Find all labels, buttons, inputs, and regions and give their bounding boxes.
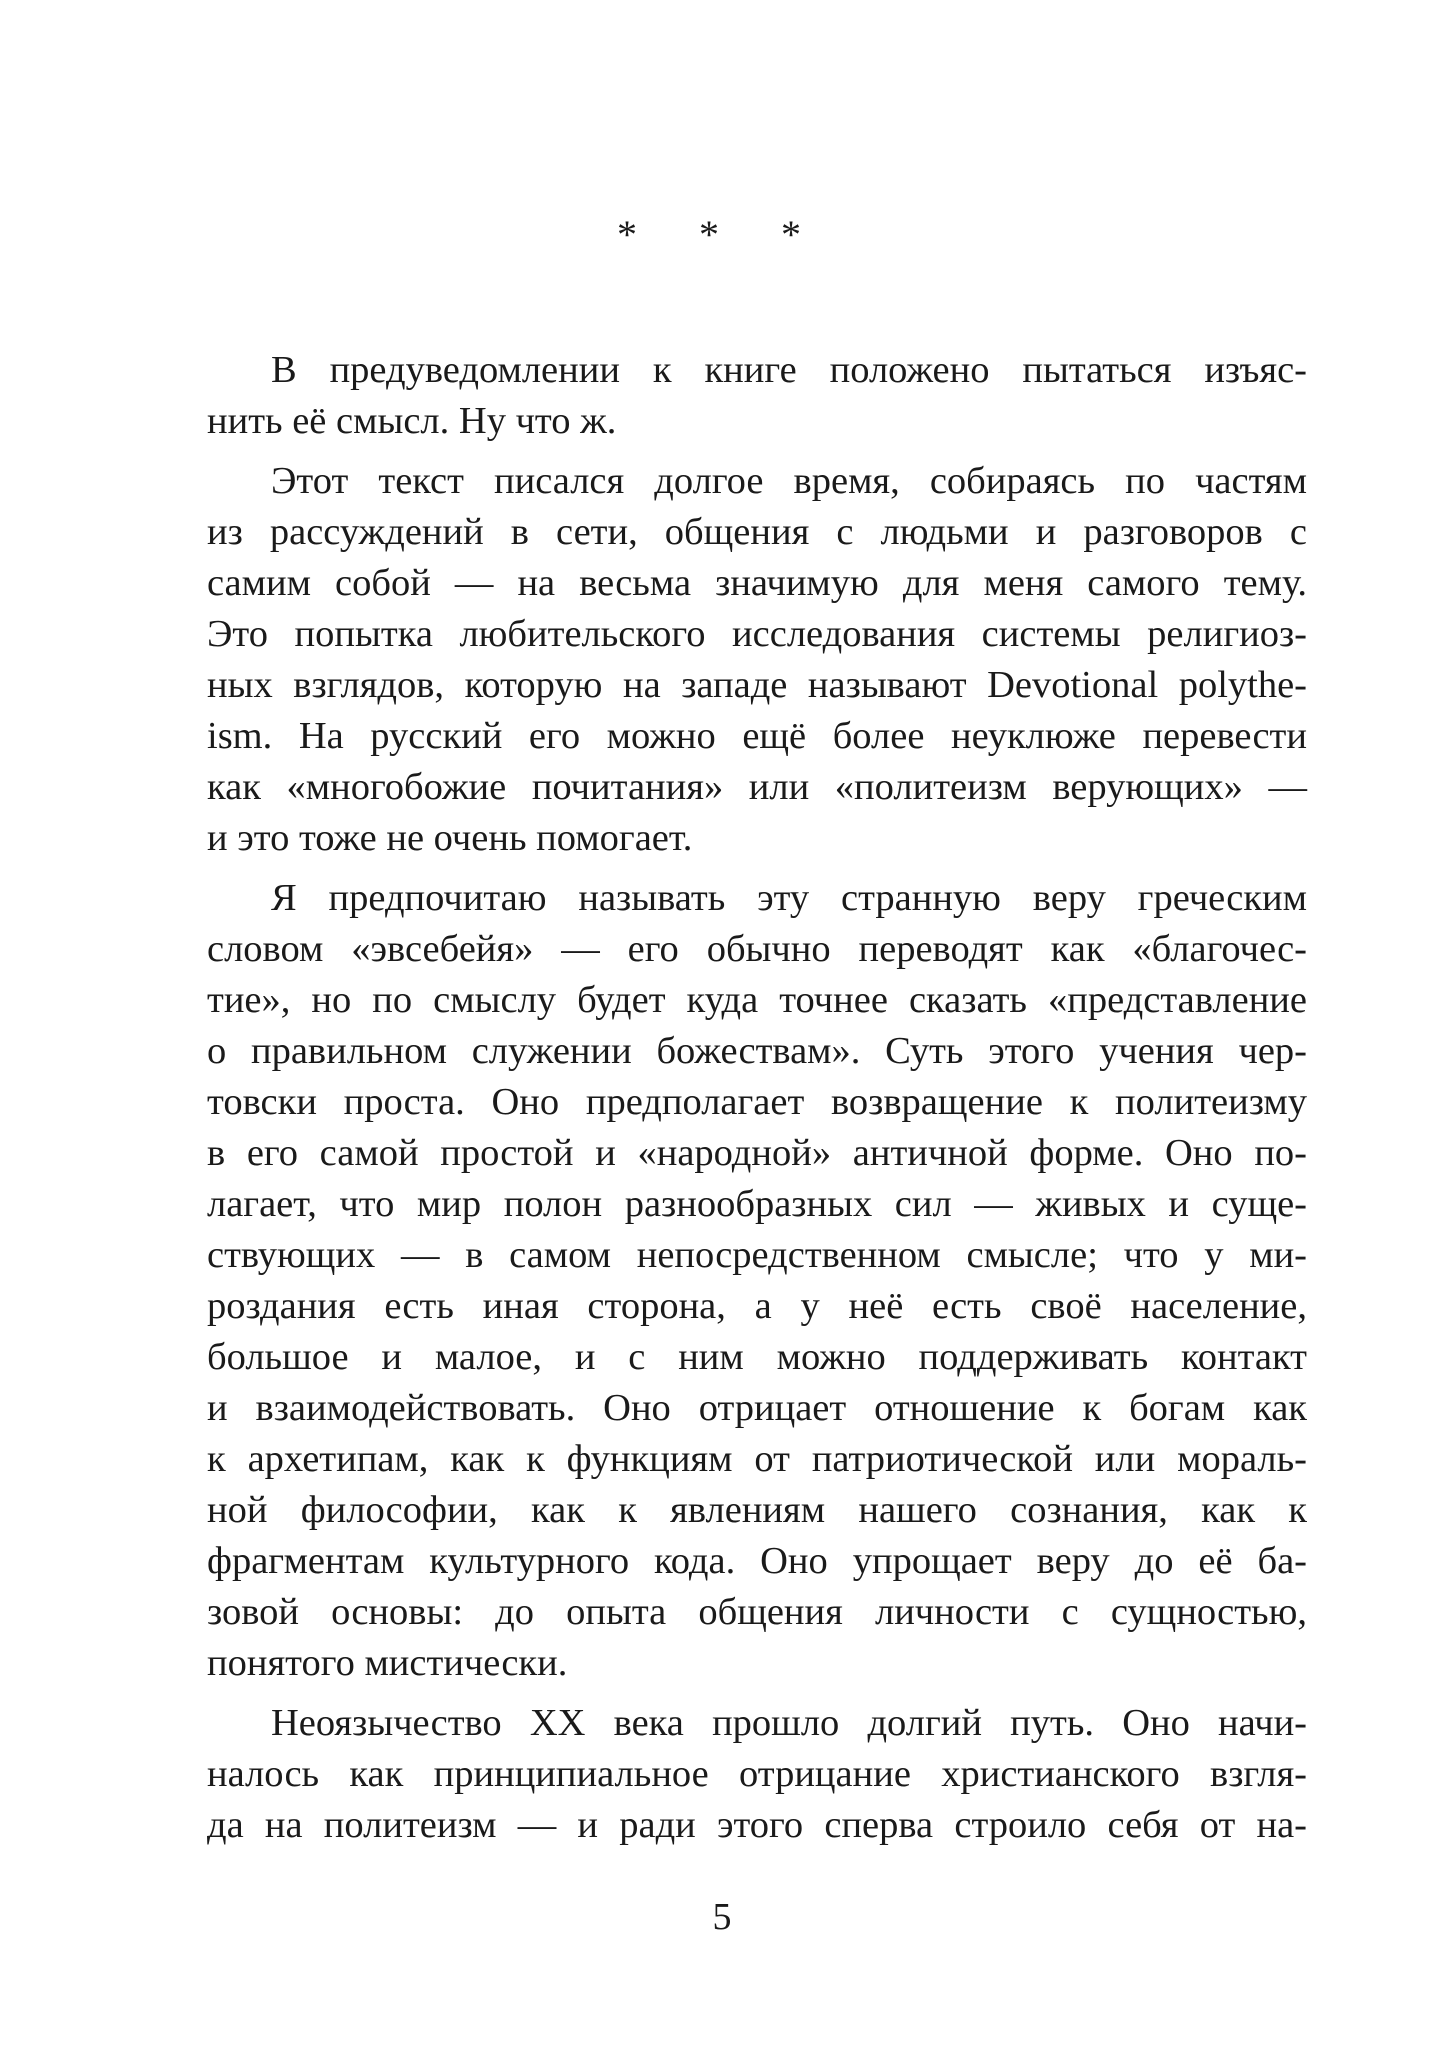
paragraph (207, 456, 1307, 864)
body-text (207, 345, 1307, 1851)
text-line: ism. На русский его можно ещё более неуклюже перевести (207, 715, 1307, 757)
text-line: нить её смысл. Ну что ж. (207, 400, 617, 442)
text-line: к архетипам, как к функциям от патриотической или мораль- (207, 1438, 1307, 1480)
text-line: самим собой — на весьма значимую для меня самого тему. (207, 562, 1307, 604)
text-line: понятого мистически. (207, 1642, 568, 1684)
text-line: фрагментам культурного кода. Оно упрощает веру до её ба- (207, 1540, 1307, 1582)
text-line: налось как принципиальное отрицание христианского взгля- (207, 1753, 1307, 1795)
text-line: ных взглядов, которую на западе называют Devotional polythe- (207, 664, 1307, 706)
text-line: в его самой простой и «народной» античной форме. Оно по- (207, 1132, 1307, 1174)
text-line: лагает, что мир полон разнообразных сил — живых и суще- (207, 1183, 1307, 1225)
text-line: о правильном служении божествам». Суть этого учения чер- (207, 1030, 1307, 1072)
text-line: роздания есть иная сторона, а у неё есть своё население, (207, 1285, 1307, 1327)
text-line: В предуведомлении к книге положено пытаться изъяс- (271, 349, 1307, 391)
text-line: большое и малое, и с ним можно поддерживать контакт (207, 1336, 1307, 1378)
paragraph (207, 1698, 1307, 1851)
section-separator: * * * (617, 212, 827, 257)
text-line: и взаимодействовать. Оно отрицает отношение к богам как (207, 1387, 1307, 1429)
text-line: Неоязычество XX века прошло долгий путь. Оно начи- (271, 1702, 1307, 1744)
text-line: товски проста. Оно предполагает возвращение к политеизму (207, 1081, 1307, 1123)
text-line: ной философии, как к явлениям нашего сознания, как к (207, 1489, 1307, 1531)
paragraph (207, 873, 1307, 1689)
text-line: из рассуждений в сети, общения с людьми и разговоров с (207, 511, 1307, 553)
text-line: Это попытка любительского исследования системы религиоз- (207, 613, 1307, 655)
text-line: тие», но по смыслу будет куда точнее сказать «представление (207, 979, 1307, 1021)
text-line: словом «эвсебейя» — его обычно переводят как «благочес- (207, 928, 1307, 970)
text-line: и это тоже не очень помогает. (207, 817, 693, 859)
text-line: зовой основы: до опыта общения личности с сущностью, (207, 1591, 1307, 1633)
text-line: ствующих — в самом непосредственном смысле; что у ми- (207, 1234, 1307, 1276)
page-number: 5 (712, 1896, 732, 1938)
text-line: Я предпочитаю называть эту странную веру греческим (271, 877, 1307, 919)
text-line: как «многобожие почитания» или «политеизм верующих» — (207, 766, 1307, 808)
paragraph (207, 345, 1307, 447)
text-line: да на политеизм — и ради этого сперва строило себя от на- (207, 1804, 1307, 1846)
text-line: Этот текст писался долгое время, собираясь по частям (271, 460, 1307, 502)
